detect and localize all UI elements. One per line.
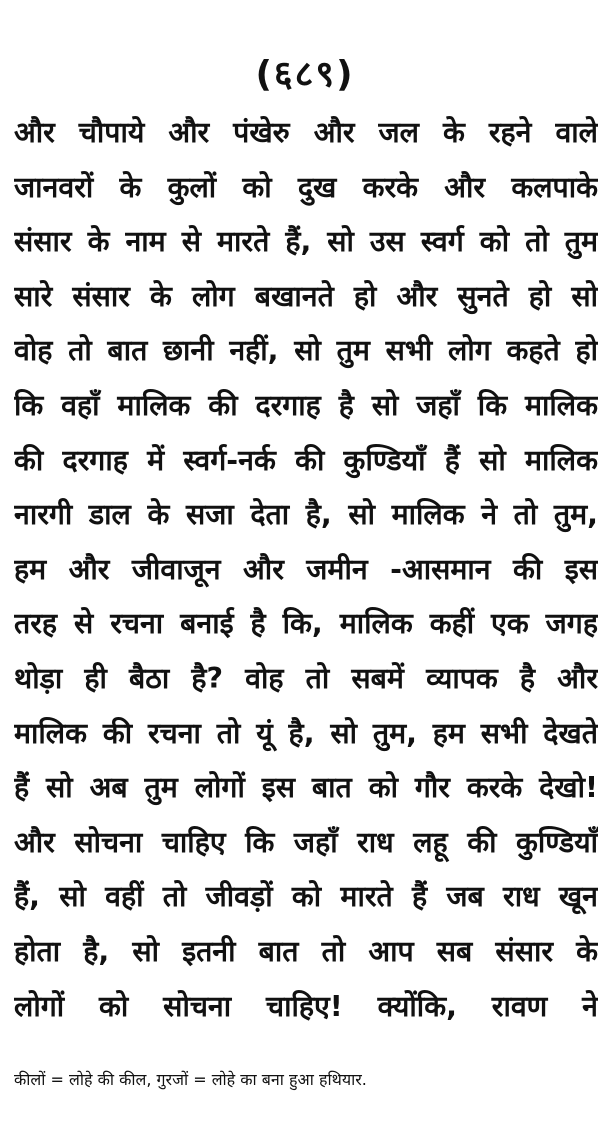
text-line: हैं, सो वहीं तो जीवड़ों को मारते हैं जब राध खून [14, 880, 598, 914]
text-line: जानवरों के कुलों को दुख करके और कलपाके [14, 170, 598, 204]
text-line: मालिक की रचना तो यूं है, सो तुम, हम सभी देखते [14, 716, 598, 750]
text-line: और सोचना चाहिए कि जहाँ राध लहू की कुण्डियाँ [14, 825, 598, 859]
footnote: कीलों = लोहे की कील, गुरजों = लोहे का बना हुआ हथियार. [14, 1070, 367, 1089]
text-line: होता है, सो इतनी बात तो आप सब संसार के [14, 934, 598, 968]
text-line: तरह से रचना बनाई है कि, मालिक कहीं एक जगह [14, 607, 598, 641]
text-line: कि वहाँ मालिक की दरगाह है सो जहाँ कि मालिक [14, 388, 598, 422]
text-line: थोड़ा ही बैठा है? वोह तो सबमें व्यापक है और [14, 661, 598, 695]
text-line: हम और जीवाजून और जमीन -आसमान की इस [14, 552, 598, 586]
text-line: लोगों को सोचना चाहिए! क्योंकि, रावण ने [14, 989, 598, 1023]
text-line: वोह तो बात छानी नहीं, सो तुम सभी लोग कहते हो [14, 334, 598, 368]
page-number: (६८९) [255, 54, 355, 95]
body-text [14, 106, 598, 1034]
text-line: और चौपाये और पंखेरु और जल के रहने वाले [14, 116, 598, 149]
text-line: संसार के नाम से मारते हैं, सो उस स्वर्ग को तो तुम [14, 225, 598, 259]
text-line: की दरगाह में स्वर्ग-नर्क की कुण्डियाँ हैं सो मालिक [14, 443, 598, 477]
text-line: सारे संसार के लोग बखानते हो और सुनते हो सो [14, 279, 598, 313]
text-line: नारगी डाल के सजा देता है, सो मालिक ने तो तुम, [14, 498, 598, 532]
text-line: हैं सो अब तुम लोगों इस बात को गौर करके देखो! [14, 771, 598, 805]
